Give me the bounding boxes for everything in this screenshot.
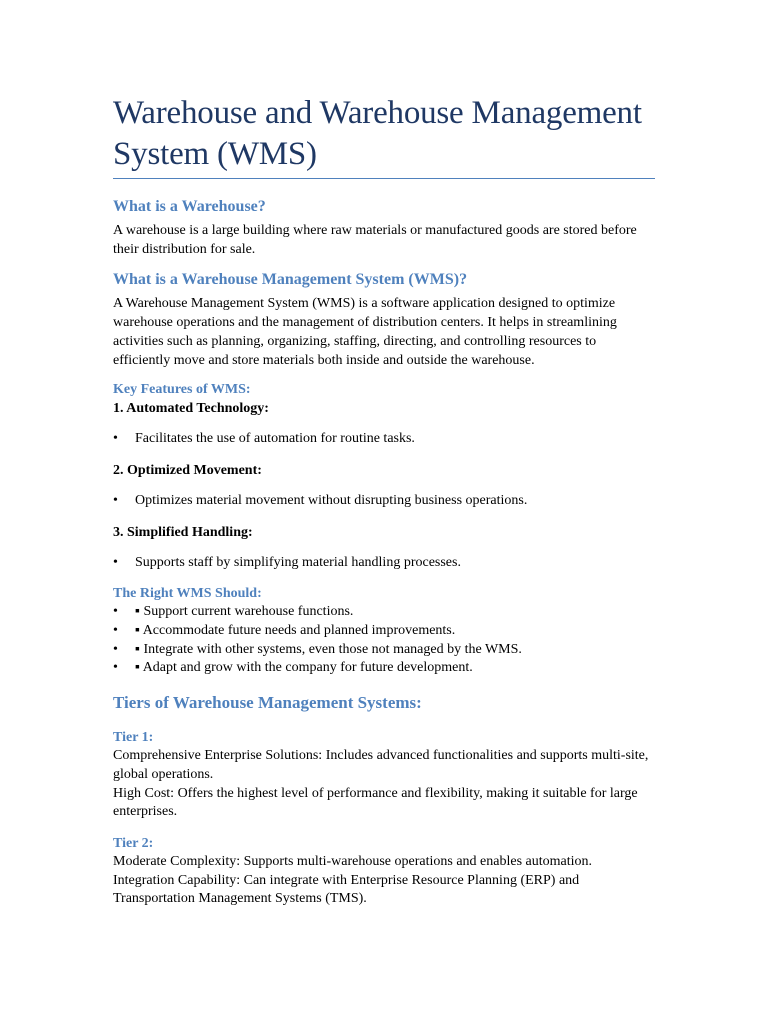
feature-title: 2. Optimized Movement: (113, 462, 262, 478)
feature-title: 1. Automated Technology: (113, 401, 269, 417)
tier-2-label: Tier 2: (113, 835, 154, 851)
bullet-icon: • (113, 604, 118, 620)
title-divider (113, 178, 655, 179)
bullet-icon: • (113, 660, 118, 676)
bullet-icon: • (113, 431, 118, 447)
feature-bullet (113, 430, 655, 449)
list-item (113, 622, 655, 641)
list-item (113, 659, 655, 678)
warehouse-heading: What is a Warehouse? (113, 198, 266, 215)
feature-description: Supports staff by simplifying material handling processes. (135, 554, 461, 570)
list-item (113, 603, 655, 622)
tiers-heading: Tiers of Warehouse Management Systems: (113, 693, 422, 713)
warehouse-definition: A warehouse is a large building where raw materials or manufactured goods are stored before their distribution for sale. (113, 223, 637, 257)
document-title: Warehouse and Warehouse Management System (WMS) (113, 95, 642, 172)
feature-list (113, 399, 655, 572)
feature-description: Optimizes material movement without disrupting business operations. (135, 492, 528, 508)
tier-1-line-1: Comprehensive Enterprise Solutions: Includes advanced functionalities and supports multi-site, global operations. (113, 748, 649, 782)
bullet-icon: • (113, 492, 118, 508)
tier-2-line-1: Moderate Complexity: Supports multi-warehouse operations and enables automation. (113, 853, 593, 869)
feature-title: 3. Simplified Handling: (113, 524, 253, 540)
tier-2-block (113, 834, 655, 909)
feature-bullet (113, 492, 655, 511)
bullet-icon: • (113, 623, 118, 639)
document-page (113, 93, 655, 909)
bullet-icon: • (113, 554, 118, 570)
right-wms-list (113, 603, 655, 678)
tier-1-label: Tier 1: (113, 730, 154, 746)
tier-1-line-2: High Cost: Offers the highest level of performance and flexibility, making it suitable for large enterprises. (113, 785, 638, 820)
list-item-text: ▪ Adapt and grow with the company for future development. (135, 660, 473, 676)
wms-definition: A Warehouse Management System (WMS) is a software application designed to optimize warehouse operations and the management of distribution centers. It helps in streamlining activities such as planning, organizing, staffing, directing, and controlling resources to efficiently move and store materials both inside and outside the warehouse. (113, 296, 617, 368)
key-features-heading: Key Features of WMS: (113, 382, 251, 398)
feature-item (113, 523, 655, 573)
feature-item (113, 399, 655, 449)
bullet-icon: • (113, 641, 118, 657)
feature-item (113, 461, 655, 511)
feature-bullet (113, 554, 655, 573)
feature-description: Facilitates the use of automation for routine tasks. (135, 431, 415, 447)
tier-1-block (113, 728, 655, 822)
list-item-text: ▪ Support current warehouse functions. (135, 604, 354, 620)
right-wms-heading: The Right WMS Should: (113, 586, 262, 602)
list-item-text: ▪ Accommodate future needs and planned improvements. (135, 623, 456, 639)
list-item-text: ▪ Integrate with other systems, even those not managed by the WMS. (135, 641, 522, 657)
wms-heading: What is a Warehouse Management System (WMS)? (113, 271, 468, 289)
list-item (113, 641, 655, 660)
tier-2-line-2: Integration Capability: Can integrate with Enterprise Resource Planning (ERP) and Transportation Management Systems (TMS). (113, 872, 580, 907)
